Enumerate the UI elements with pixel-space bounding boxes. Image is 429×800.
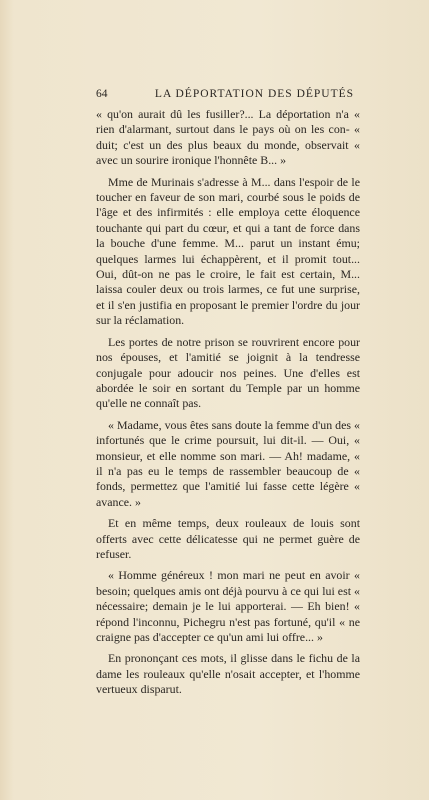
paragraph-6: « Homme généreux ! mon mari ne peut en avoir « besoin; quelques amis ont déjà pourvu à ce qui lui est « nécessaire; demain je le lui apporterai. — Eh bien! « répond l'inconnu, Pichegru n'est pas fortuné, qu'il « ne craigne pas d'accepter ce qu'un ami lui offre... » xyxy=(96,568,360,644)
paragraph-7: En prononçant ces mots, il glisse dans le fichu de la dame les rouleaux qu'elle n'osait accepter, et l'homme vertueux disparut. xyxy=(96,651,360,697)
page-header xyxy=(96,88,363,104)
paragraph-3: Les portes de notre prison se rouvrirent encore pour nos épouses, et l'amitié se joignit à la tendresse conjugale pour adoucir nos peines. Une d'elles est abordée le soir en sortant du Temple par un homme qu'elle ne connaît pas. xyxy=(96,334,360,411)
paragraph-5: Et en même temps, deux rouleaux de louis sont offerts avec cette délicatesse qui ne permet guère de refuser. xyxy=(96,516,360,561)
paragraph-2: Mme de Murinais s'adresse à M... dans l'espoir de le toucher en faveur de son mari, courbé sous le poids de l'âge et des infirmités : elle employa cette éloquence touchante qui part du cœur, et qui a tant de force dans la bouche d'une femme. M... parut un instant ému; quelques larmes lui échappèrent, et il promit tout... Oui, dût-on ne pas le croire, le fait est certain, M... laissa couler deux ou trois larmes, ce fut une surprise, et il s'en justifia en proposant le premier l'ordre du jour sur la réclamation. xyxy=(96,174,360,328)
paragraph-1: « qu'on aurait dû les fusiller?... La déportation n'a « rien d'alarmant, surtout dans le pays où on les con- « duit; c'est un des plus beaux du monde, observait « avec un sourire ironique l'honnête B... » xyxy=(96,107,360,168)
paragraph-4: « Madame, vous êtes sans doute la femme d'un des « infortunés que le crime poursuit, lui dit-il. — Oui, « monsieur, et elle nomme son mari. — Ah! madame, « il n'a pas eu le temps de rassembler beaucoup de « fonds, permettez que l'amitié lui fasse cette légère « avance. » xyxy=(96,417,360,509)
page-number: 64 xyxy=(96,88,108,100)
running-title: LA DÉPORTATION DES DÉPUTÉS xyxy=(154,88,355,100)
page-body xyxy=(96,107,360,704)
